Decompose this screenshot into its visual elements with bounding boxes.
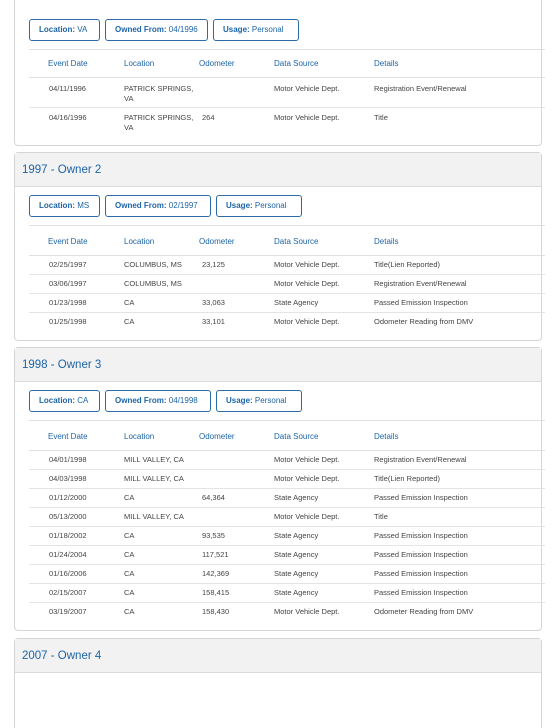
table-row bbox=[29, 255, 545, 275]
owner-3-title: 1998 - Owner 3 bbox=[15, 348, 541, 382]
owner-2-title: 1997 - Owner 2 bbox=[15, 153, 541, 187]
data-source: Motor Vehicle Dept. bbox=[274, 317, 340, 326]
event-date: 01/25/1998 bbox=[49, 317, 87, 326]
owned-from-chip: Owned From: 04/1996 bbox=[105, 19, 208, 41]
col-odometer: Odometer bbox=[199, 237, 235, 246]
event-date: 04/03/1998 bbox=[49, 474, 87, 483]
owner-card-2 bbox=[14, 152, 542, 341]
col-location: Location bbox=[124, 237, 155, 246]
owned-from-chip: Owned From: 04/1998 bbox=[105, 390, 211, 412]
table-row bbox=[29, 450, 545, 470]
data-source: State Agency bbox=[274, 298, 319, 307]
event-date: 01/18/2002 bbox=[49, 531, 87, 540]
odometer: 142,369 bbox=[202, 569, 230, 578]
data-source: State Agency bbox=[274, 588, 319, 597]
event-date: 02/25/1997 bbox=[49, 260, 87, 269]
owned-from-chip: Owned From: 02/1997 bbox=[105, 195, 211, 217]
data-source: Motor Vehicle Dept. bbox=[274, 260, 340, 269]
event-date: 04/01/1998 bbox=[49, 455, 87, 464]
details: Passed Emission Inspection bbox=[374, 588, 468, 597]
location: MILL VALLEY, CA bbox=[124, 455, 184, 464]
divider bbox=[29, 49, 545, 50]
location: CA bbox=[124, 550, 135, 559]
usage-chip: Usage: Personal bbox=[213, 19, 299, 41]
location-chip: Location: VA bbox=[29, 19, 100, 41]
data-source: Motor Vehicle Dept. bbox=[274, 474, 340, 483]
table-row bbox=[29, 293, 545, 313]
location: PATRICK SPRINGS, VA bbox=[124, 113, 194, 132]
divider bbox=[29, 225, 545, 226]
details: Title bbox=[374, 113, 388, 122]
table-row bbox=[29, 274, 545, 294]
event-date: 04/11/1996 bbox=[49, 84, 86, 93]
usage-chip: Usage: Personal bbox=[216, 195, 302, 217]
odometer: 117,521 bbox=[202, 550, 229, 559]
data-source: Motor Vehicle Dept. bbox=[274, 84, 340, 93]
data-source: Motor Vehicle Dept. bbox=[274, 607, 340, 616]
data-source: Motor Vehicle Dept. bbox=[274, 113, 340, 122]
location-chip: Location: MS bbox=[29, 195, 100, 217]
col-location: Location bbox=[124, 432, 155, 441]
table-row bbox=[29, 507, 545, 527]
data-source: State Agency bbox=[274, 569, 319, 578]
owner-card-4 bbox=[14, 638, 542, 728]
details: Registration Event/Renewal bbox=[374, 455, 467, 464]
location: CA bbox=[124, 493, 135, 502]
details: Registration Event/Renewal bbox=[374, 84, 467, 93]
owner-4-title: 2007 - Owner 4 bbox=[15, 639, 541, 673]
event-date: 01/16/2006 bbox=[49, 569, 87, 578]
table-header bbox=[29, 237, 545, 256]
data-source: State Agency bbox=[274, 550, 319, 559]
table-row bbox=[29, 107, 545, 137]
owner-card-3 bbox=[14, 347, 542, 631]
location: MILL VALLEY, CA bbox=[124, 474, 184, 483]
col-data-source: Data Source bbox=[274, 59, 319, 68]
details: Passed Emission Inspection bbox=[374, 569, 468, 578]
owner-1-chips bbox=[29, 19, 304, 41]
details: Odometer Reading from DMV bbox=[374, 317, 474, 326]
location: COLUMBUS, MS bbox=[124, 279, 182, 288]
event-date: 01/23/1998 bbox=[49, 298, 87, 307]
odometer: 158,415 bbox=[202, 588, 230, 597]
usage-chip: Usage: Personal bbox=[216, 390, 302, 412]
details: Odometer Reading from DMV bbox=[374, 607, 474, 616]
odometer: 33,063 bbox=[202, 298, 225, 307]
location: CA bbox=[124, 317, 135, 326]
owner-3-chips bbox=[29, 390, 307, 412]
event-date: 01/24/2004 bbox=[49, 550, 87, 559]
table-row bbox=[29, 312, 545, 331]
event-date: 02/15/2007 bbox=[49, 588, 87, 597]
location: CA bbox=[124, 607, 135, 616]
table-row bbox=[29, 545, 545, 565]
col-details: Details bbox=[374, 237, 399, 246]
data-source: State Agency bbox=[274, 493, 319, 502]
event-date: 04/16/1996 bbox=[49, 113, 87, 122]
location: CA bbox=[124, 569, 135, 578]
location-chip: Location: CA bbox=[29, 390, 100, 412]
details: Passed Emission Inspection bbox=[374, 550, 468, 559]
table-row bbox=[29, 79, 545, 108]
col-data-source: Data Source bbox=[274, 432, 319, 441]
owner-2-chips bbox=[29, 195, 307, 217]
event-date: 05/13/2000 bbox=[49, 512, 87, 521]
col-event-date: Event Date bbox=[48, 432, 88, 441]
table-header bbox=[29, 432, 545, 451]
col-data-source: Data Source bbox=[274, 237, 319, 246]
table-row bbox=[29, 583, 545, 603]
divider bbox=[29, 420, 545, 421]
event-date: 03/19/2007 bbox=[49, 607, 87, 616]
odometer: 158,430 bbox=[202, 607, 230, 616]
data-source: State Agency bbox=[274, 531, 319, 540]
table-header bbox=[29, 59, 545, 78]
col-details: Details bbox=[374, 59, 399, 68]
col-odometer: Odometer bbox=[199, 59, 235, 68]
col-odometer: Odometer bbox=[199, 432, 235, 441]
table-row bbox=[29, 469, 545, 489]
col-details: Details bbox=[374, 432, 399, 441]
details: Passed Emission Inspection bbox=[374, 493, 468, 502]
details: Registration Event/Renewal bbox=[374, 279, 467, 288]
col-event-date: Event Date bbox=[48, 237, 88, 246]
table-row bbox=[29, 526, 545, 546]
location: CA bbox=[124, 588, 135, 597]
location: CA bbox=[124, 298, 135, 307]
data-source: Motor Vehicle Dept. bbox=[274, 512, 340, 521]
table-row bbox=[29, 488, 545, 508]
table-row bbox=[29, 602, 545, 621]
location: CA bbox=[124, 531, 135, 540]
col-event-date: Event Date bbox=[48, 59, 88, 68]
table-row bbox=[29, 564, 545, 584]
details: Passed Emission Inspection bbox=[374, 298, 468, 307]
location: MILL VALLEY, CA bbox=[124, 512, 184, 521]
details: Passed Emission Inspection bbox=[374, 531, 468, 540]
col-location: Location bbox=[124, 59, 155, 68]
details: Title(Lien Reported) bbox=[374, 474, 441, 483]
odometer: 64,364 bbox=[202, 493, 225, 502]
location: COLUMBUS, MS bbox=[124, 260, 182, 269]
odometer: 23,125 bbox=[202, 260, 225, 269]
data-source: Motor Vehicle Dept. bbox=[274, 455, 340, 464]
details: Title(Lien Reported) bbox=[374, 260, 441, 269]
owner-card-1 bbox=[14, 0, 542, 146]
event-date: 03/06/1997 bbox=[49, 279, 87, 288]
details: Title bbox=[374, 512, 388, 521]
odometer: 33,101 bbox=[202, 317, 225, 326]
odometer: 264 bbox=[202, 113, 215, 122]
event-date: 01/12/2000 bbox=[49, 493, 87, 502]
location: PATRICK SPRINGS, VA bbox=[124, 84, 194, 103]
odometer: 93,535 bbox=[202, 531, 225, 540]
data-source: Motor Vehicle Dept. bbox=[274, 279, 340, 288]
